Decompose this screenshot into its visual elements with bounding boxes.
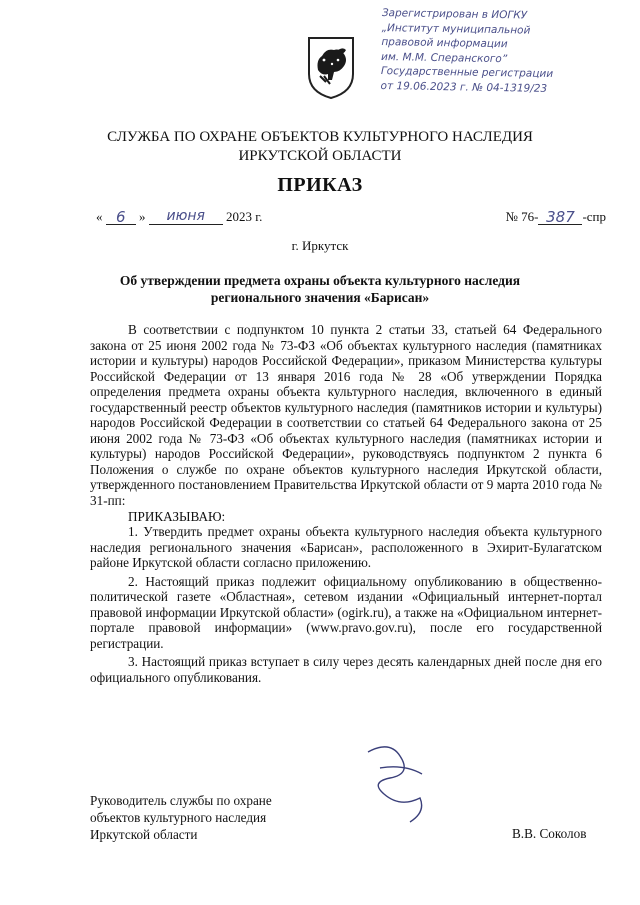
document-body [90,322,602,686]
document-title-line: регионального значения «Барисан» [210,290,430,305]
document-type-heading: ПРИКАЗ [277,174,363,196]
registration-line: Зарегистрирован в ИОГКУ [381,6,528,22]
signature-block [90,792,272,843]
order-word: ПРИКАЗЫВАЮ: [128,508,226,524]
date-open-quote: « [96,209,103,224]
date-number-row [96,208,606,228]
signer-title-line: объектов культурного наследия [90,810,267,825]
order-number-value: 387 [538,208,582,225]
order-number [505,208,606,225]
order-number-prefix: № 76- [505,209,539,224]
document-title [0,272,640,306]
handwritten-signature [360,738,430,828]
order-item-3: 3. Настоящий приказ вступает в силу через десять календарных дней после дня его официального опубликования. [90,654,602,686]
registration-line: правовой информации [381,36,508,51]
preamble-paragraph: В соответствии с подпунктом 10 пункта 2 статьи 33, статьей 64 Федерального закона от 25 июня 2002 года № 73-ФЗ «Об объектах культурного наследия (памятниках истории и культуры) народов Российской Федерации», приказом Министерства культуры Российской Федерации от 13 января 2016 года № 28 «Об утверждении Порядка определения предмета охраны объекта культурного наследия, включенного в единый государственный реестр объектов культурного наследия (памятников истории и культуры) народов Российской Федерации в соответствии со статьей 64 Федерального закона от 25 июня 2002 года № 73-ФЗ «Об объектах культурного наследия (памятниках истории и культуры) народов Российской Федерации», руководствуясь подпунктом 2 пункта 6 Положения о службе по охране объектов культурного наследия Иркутской области, утвержденного постановлением Правительства Иркутской области от 9 марта 2010 года № 31-пп: [90,322,602,509]
date-year: 2023 г. [226,209,263,224]
irkutsk-coat-of-arms-icon [306,36,356,100]
agency-name-line: СЛУЖБА ПО ОХРАНЕ ОБЪЕКТОВ КУЛЬТУРНОГО НАСЛЕДИЯ [107,129,533,145]
date-day: 6 [106,208,136,225]
registration-line: от 19.06.2023 г. № 04-1319/23 [380,79,548,95]
date-month: июня [149,208,223,225]
order-number-suffix: -спр [582,209,606,224]
document-title-line: Об утверждении предмета охраны объекта культурного наследия [119,273,521,288]
agency-name [0,128,640,166]
order-item-1: 1. Утвердить предмет охраны объекта культурного наследия объекта культурного наследия регионального значения «Барисан», расположенного в Эхирит-Булагатском районе Иркутской области согласно приложению. [90,524,602,571]
order-item-2: 2. Настоящий приказ подлежит официальному опубликованию в общественно-политической газете «Областная», сетевом издании «Официальный интернет-портал правовой информации Иркутской области» (ogirk.ru), а также на «Официальном интернет-портале правовой информации» (www.pravo.gov.ru), после его государственной регистрации. [90,573,602,651]
city-line: г. Иркутск [291,238,349,253]
agency-name-line: ИРКУТСКОЙ ОБЛАСТИ [238,148,402,164]
registration-handwritten-note [380,6,631,98]
registration-line: Государственные регистрации [380,65,554,81]
signer-title-line: Иркутской области [90,827,198,842]
signer-title-line: Руководитель службы по охране [90,793,272,808]
registration-line: им. М.М. Сперанского” [381,50,508,65]
signer-name: В.В. Соколов [512,826,587,841]
date-close-quote: » [139,209,146,224]
registration-line: „Институт муниципальной [381,21,531,37]
